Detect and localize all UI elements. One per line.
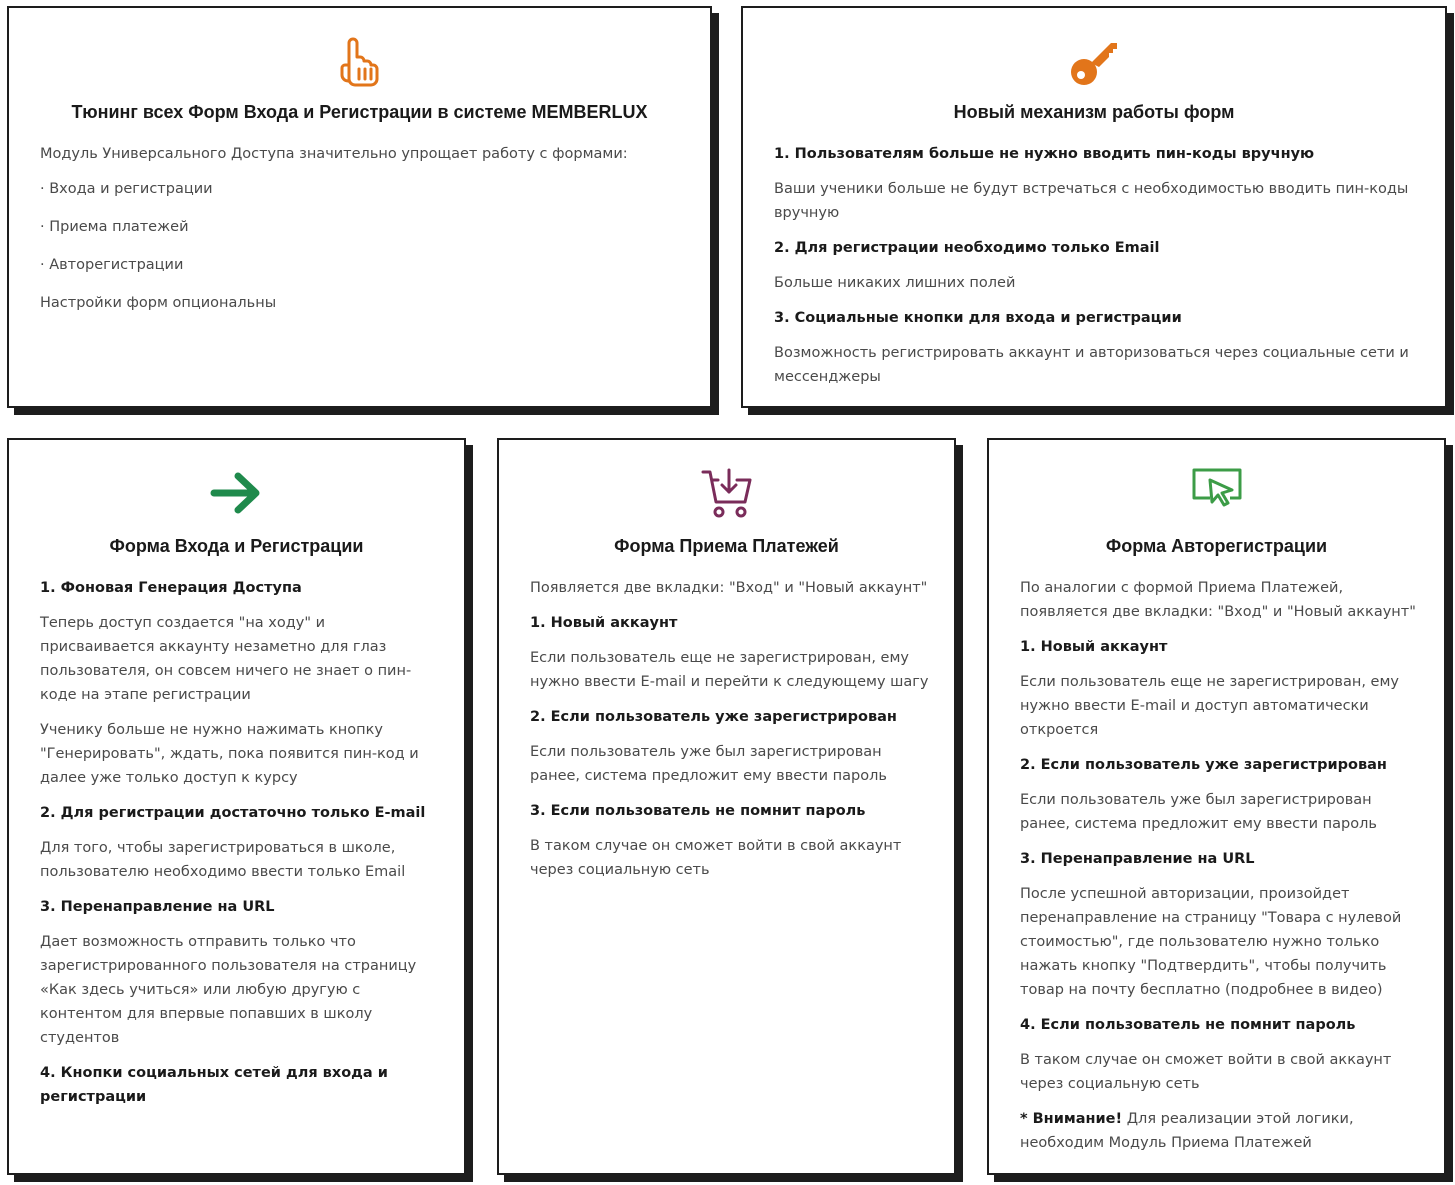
section-text: Ваши ученики больше не будут встречаться с необходимостью вводить пин-коды вручную	[774, 181, 1409, 221]
attention-text: Для реализации этой логики, необходим Модуль Приема Платежей	[1020, 1111, 1354, 1151]
section-heading: 3. Перенаправление на URL	[40, 899, 275, 915]
section-heading: 2. Для регистрации достаточно только E-mail	[40, 805, 426, 821]
card-autoreg-form	[987, 438, 1446, 1175]
card-title: Новый механизм работы форм	[953, 102, 1235, 122]
key-icon	[1067, 35, 1121, 89]
section-text: Для того, чтобы зарегистрироваться в школе, пользователю необходимо ввести только Email	[40, 840, 406, 880]
card-body	[774, 142, 1421, 400]
card-title: Форма Входа и Регистрации	[109, 536, 364, 556]
section-heading: 2. Для регистрации необходимо только Email	[774, 240, 1160, 256]
card-title: Тюнинг всех Форм Входа и Регистрации в системе MEMBERLUX	[71, 102, 648, 122]
card-mechanism	[741, 6, 1447, 408]
section-text: Теперь доступ создается "на ходу" и присваивается аккаунту незаметно для глаз пользователя, он совсем ничего не знает о пин-коде на этапе регистрации	[40, 615, 412, 703]
section-heading: 1. Новый аккаунт	[1020, 639, 1168, 655]
cursor-click-screen-icon	[1190, 466, 1244, 516]
section-text: Дает возможность отправить только что зарегистрированного пользователя на страницу «Как здесь учиться» или любую другую с контентом для впервые попавших в школу студентов	[40, 934, 417, 1046]
attention-label: * Внимание!	[1020, 1111, 1123, 1127]
card-tuning	[7, 6, 712, 408]
section-text: Если пользователь уже был зарегистрирован ранее, система предложит ему ввести пароль	[530, 744, 887, 784]
list-item: · Приема платежей	[40, 215, 686, 239]
section-heading: 3. Социальные кнопки для входа и регистрации	[774, 310, 1182, 326]
section-heading: 4. Кнопки социальных сетей для входа и регистрации	[40, 1065, 388, 1105]
card-title: Форма Авторегистрации	[1105, 536, 1328, 556]
section-text: Если пользователь еще не зарегистрирован, ему нужно ввести E-mail и доступ автоматически откроется	[1020, 674, 1399, 738]
pointing-hand-icon	[336, 35, 384, 89]
section-heading: 3. Перенаправление на URL	[1020, 851, 1255, 867]
list-item: · Входа и регистрации	[40, 177, 686, 201]
list-item: · Авторегистрации	[40, 253, 686, 277]
attention-note	[1020, 1107, 1420, 1155]
card-title: Форма Приема Платежей	[614, 536, 839, 556]
card-body	[40, 576, 440, 1120]
section-text: Если пользователь еще не зарегистрирован, ему нужно ввести E-mail и перейти к следующему шагу	[530, 650, 929, 690]
section-text: Больше никаких лишних полей	[774, 275, 1016, 291]
shopping-cart-download-icon	[701, 468, 753, 520]
section-heading: 1. Фоновая Генерация Доступа	[40, 580, 302, 596]
card-body	[530, 576, 930, 893]
section-heading: 4. Если пользователь не помнит пароль	[1020, 1017, 1356, 1033]
card-body	[1020, 576, 1420, 1166]
section-text: После успешной авторизации, произойдет перенаправление на страницу "Товара с нулевой стоимостью", где пользователю нужно только нажать кнопку "Подтвердить", чтобы получить товар на почту бесплатно (подробнее в видео)	[1020, 886, 1402, 998]
card-payment-form	[497, 438, 956, 1175]
section-heading: 1. Пользователям больше не нужно вводить пин-коды вручную	[774, 146, 1315, 162]
section-text: Возможность регистрировать аккаунт и авторизоваться через социальные сети и мессенджеры	[774, 345, 1409, 385]
section-text: Ученику больше не нужно нажимать кнопку "Генерировать", ждать, пока появится пин-код и далее уже только доступ к курсу	[40, 722, 419, 786]
section-heading: 2. Если пользователь уже зарегистрирован	[530, 709, 897, 725]
section-text: В таком случае он сможет войти в свой аккаунт через социальную сеть	[1020, 1052, 1392, 1092]
card-login-form	[7, 438, 466, 1175]
outro-text: Настройки форм опциональны	[40, 295, 277, 311]
section-heading: 3. Если пользователь не помнит пароль	[530, 803, 866, 819]
section-heading: 1. Новый аккаунт	[530, 615, 678, 631]
intro-text: По аналогии с формой Приема Платежей, появляется две вкладки: "Вход" и "Новый аккаунт"	[1020, 580, 1416, 620]
arrow-right-icon	[210, 470, 264, 516]
section-heading: 2. Если пользователь уже зарегистрирован	[1020, 757, 1387, 773]
intro-text: Модуль Универсального Доступа значительно упрощает работу с формами:	[40, 146, 628, 162]
section-text: В таком случае он сможет войти в свой аккаунт через социальную сеть	[530, 838, 902, 878]
card-body	[40, 142, 686, 326]
section-text: Если пользователь уже был зарегистрирован ранее, система предложит ему ввести пароль	[1020, 792, 1377, 832]
intro-text: Появляется две вкладки: "Вход" и "Новый аккаунт"	[530, 580, 928, 596]
